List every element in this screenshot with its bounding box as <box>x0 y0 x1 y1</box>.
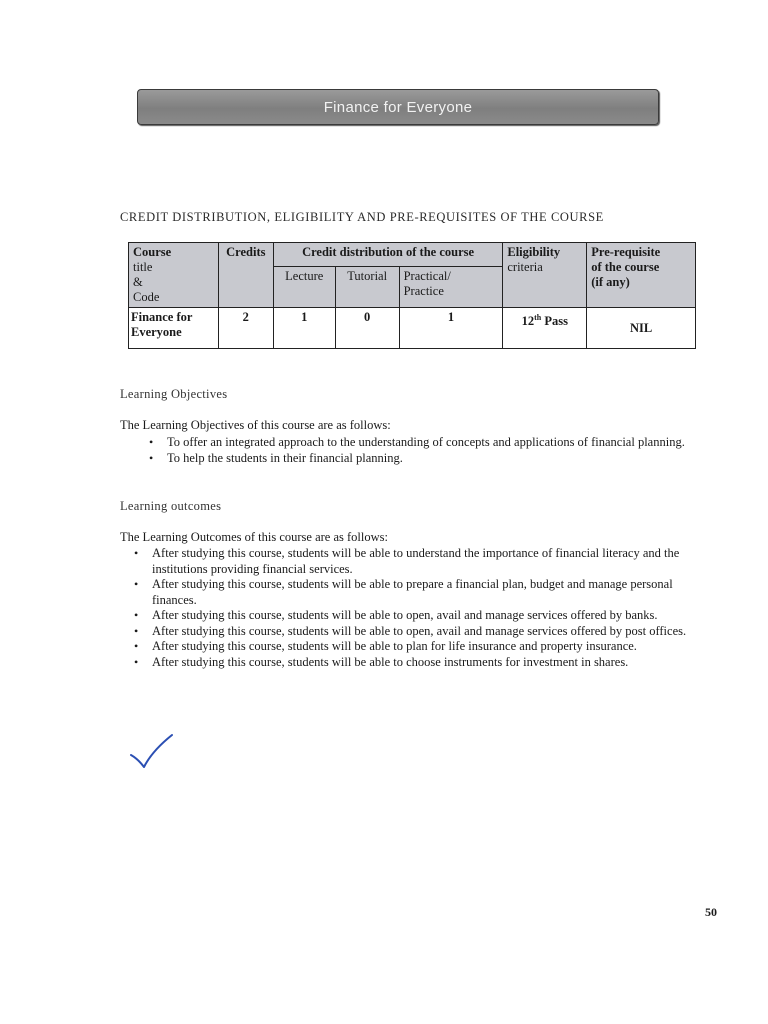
cell-course-name: Finance for Everyone <box>129 308 219 349</box>
outcomes-intro: The Learning Outcomes of this course are as follows: <box>120 530 388 544</box>
header-tutorial: Tutorial <box>335 266 399 307</box>
section-heading: CREDIT DISTRIBUTION, ELIGIBILITY AND PRE-REQUISITES OF THE COURSE <box>120 210 604 224</box>
course-title-banner <box>137 89 659 125</box>
list-item: • After studying this course, students will be able to choose instruments for investment in shares. <box>130 655 720 671</box>
banner-title: Finance for Everyone <box>323 98 473 116</box>
objectives-list <box>145 435 690 466</box>
header-credit-distribution: Credit distribution of the course <box>273 243 503 267</box>
list-item: • To offer an integrated approach to the understanding of concepts and applications of financial planning. <box>145 435 690 451</box>
table-row <box>129 308 696 349</box>
list-item: • After studying this course, students will be able to open, avail and manage services offered by post offices. <box>130 624 720 640</box>
objectives-intro: The Learning Objectives of this course are as follows: <box>120 418 391 432</box>
list-item: • After studying this course, students will be able to prepare a financial plan, budget and manage personal finances. <box>130 577 720 608</box>
header-course-title: Course title & Code <box>129 243 219 308</box>
learning-objectives-heading: Learning Objectives <box>120 387 228 401</box>
list-item: • After studying this course, students will be able to plan for life insurance and property insurance. <box>130 639 720 655</box>
cell-practical: 1 <box>399 308 503 349</box>
table-header-row <box>129 243 696 267</box>
list-item: • After studying this course, students will be able to understand the importance of financial literacy and the institutions providing financial services. <box>130 546 720 577</box>
handwritten-check-icon <box>128 733 178 773</box>
header-prerequisite: Pre-requisite of the course (if any) <box>587 243 696 308</box>
list-item: • To help the students in their financial planning. <box>145 451 690 467</box>
cell-tutorial: 0 <box>335 308 399 349</box>
credit-distribution-table <box>128 242 696 349</box>
cell-credits: 2 <box>218 308 273 349</box>
learning-outcomes-heading: Learning outcomes <box>120 499 222 513</box>
header-credits: Credits <box>218 243 273 308</box>
cell-prerequisite: NIL <box>587 308 696 349</box>
cell-lecture: 1 <box>273 308 335 349</box>
header-lecture: Lecture <box>273 266 335 307</box>
cell-eligibility: 12th Pass <box>503 308 587 349</box>
header-eligibility: Eligibility criteria <box>503 243 587 308</box>
header-practical: Practical/ Practice <box>399 266 503 307</box>
page-number: 50 <box>705 905 717 919</box>
outcomes-list <box>130 546 720 670</box>
list-item: • After studying this course, students will be able to open, avail and manage services offered by banks. <box>130 608 720 624</box>
